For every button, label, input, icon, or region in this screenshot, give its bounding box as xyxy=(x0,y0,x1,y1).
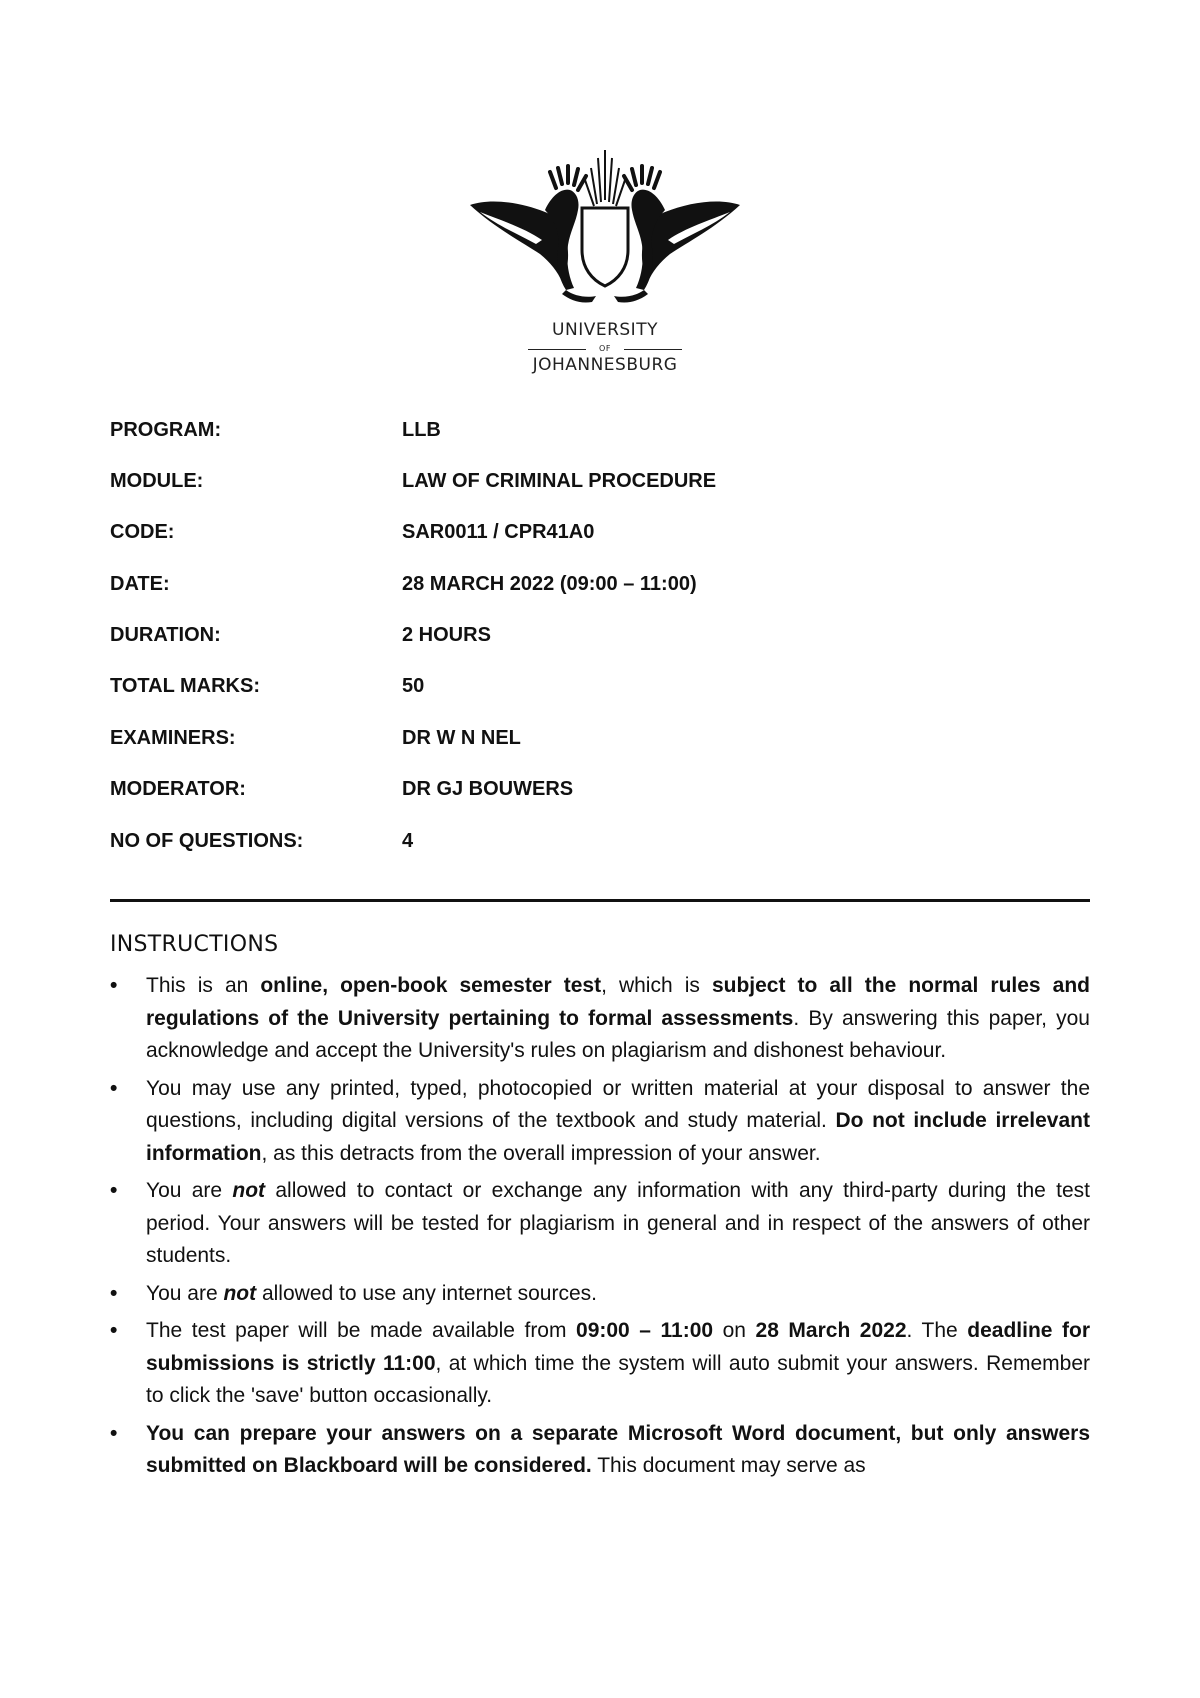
meta-key: EXAMINERS: xyxy=(110,727,236,749)
instruction-text: , which is xyxy=(601,974,712,997)
instruction-text: allowed to use any internet sources. xyxy=(256,1281,597,1305)
meta-value: 2 HOURS xyxy=(402,624,491,646)
instruction-item xyxy=(110,1073,1090,1171)
meta-key: DURATION: xyxy=(110,624,221,646)
instruction-bold: You can prepare your answers on a separate Microsoft Word document, but only answers submitted on Blackboard will be considered. xyxy=(146,1421,1090,1477)
instruction-text: You may use any printed, typed, photocopied or written material at your disposal to answer the questions, including digital versions of the textbook and study material. xyxy=(146,1076,1090,1132)
meta-value: DR W N NEL xyxy=(402,727,521,749)
instruction-item xyxy=(110,970,1090,1068)
instructions-list xyxy=(110,970,1090,1488)
meta-key: MODULE: xyxy=(110,470,204,492)
meta-value: 28 MARCH 2022 (09:00 – 11:00) xyxy=(402,573,697,595)
meta-key: TOTAL MARKS: xyxy=(110,675,260,697)
instruction-text: . The xyxy=(906,1319,968,1342)
bullet-icon: • xyxy=(110,1281,118,1305)
bullet-icon: • xyxy=(110,1179,118,1202)
bullet-icon: • xyxy=(110,1319,118,1342)
crest-icon xyxy=(470,150,740,310)
instruction-text: The test paper will be made available from xyxy=(146,1319,577,1342)
instruction-text: You are xyxy=(146,1179,233,1202)
horizontal-divider xyxy=(110,899,1090,902)
instruction-text: You are xyxy=(146,1281,224,1305)
meta-value: LAW OF CRIMINAL PROCEDURE xyxy=(402,470,717,492)
instruction-text: allowed to contact or exchange any information with any third-party during the test period. Your answers will be tested for plagiarism in general and in respect of the answers of other students. xyxy=(146,1179,1090,1267)
meta-key: DATE: xyxy=(110,573,170,595)
instruction-item xyxy=(110,1278,1090,1311)
instruction-text: , at which time the system will auto submit your answers. Remember to click the 'save' button occasionally. xyxy=(146,1351,1090,1407)
meta-value: 50 xyxy=(402,675,425,697)
bullet-icon: • xyxy=(110,1421,118,1445)
instruction-item xyxy=(110,1315,1090,1413)
university-logo xyxy=(470,150,740,380)
instruction-text: , as this detracts from the overall impression of your answer. xyxy=(261,1141,821,1165)
instruction-emphasis: not xyxy=(223,1281,257,1305)
instruction-text: This document may serve as xyxy=(591,1454,866,1477)
logo-johannesburg-text: JOHANNESBURG xyxy=(532,355,678,375)
instruction-text: This is an xyxy=(146,974,261,997)
meta-value: 4 xyxy=(402,830,414,852)
logo-university-text: UNIVERSITY xyxy=(552,320,658,340)
meta-value: LLB xyxy=(402,419,441,441)
instruction-bold: Do not include irrelevant information xyxy=(146,1109,1090,1165)
instruction-bold: 28 March 2022 xyxy=(755,1319,907,1342)
meta-value: DR GJ BOUWERS xyxy=(402,778,574,800)
instruction-bold: online, open-book semester test xyxy=(260,974,602,997)
meta-key: CODE: xyxy=(110,521,175,543)
instruction-item xyxy=(110,1418,1090,1483)
instruction-bold: deadline for submissions is strictly 11:00 xyxy=(146,1319,1090,1375)
instruction-emphasis: not xyxy=(232,1179,266,1202)
instruction-bold: 09:00 – 11:00 xyxy=(576,1319,714,1342)
instruction-bold: subject to all the normal rules and regulations of the University pertaining to formal assessments xyxy=(146,974,1090,1030)
instruction-text: . By answering this paper, you acknowledge and accept the University's rules on plagiarism and dishonest behaviour. xyxy=(146,1006,1090,1062)
bullet-icon: • xyxy=(110,974,118,997)
meta-key: PROGRAM: xyxy=(110,419,222,441)
logo-of-text: OF xyxy=(599,344,611,353)
meta-value: SAR0011 / CPR41A0 xyxy=(402,521,595,543)
instruction-item xyxy=(110,1175,1090,1273)
meta-key: MODERATOR: xyxy=(110,778,246,800)
bullet-icon: • xyxy=(110,1076,118,1100)
instruction-text: on xyxy=(713,1319,756,1342)
meta-key: NO OF QUESTIONS: xyxy=(110,830,304,852)
instructions-heading: INSTRUCTIONS xyxy=(110,932,279,957)
logo-rule-right xyxy=(624,349,682,350)
